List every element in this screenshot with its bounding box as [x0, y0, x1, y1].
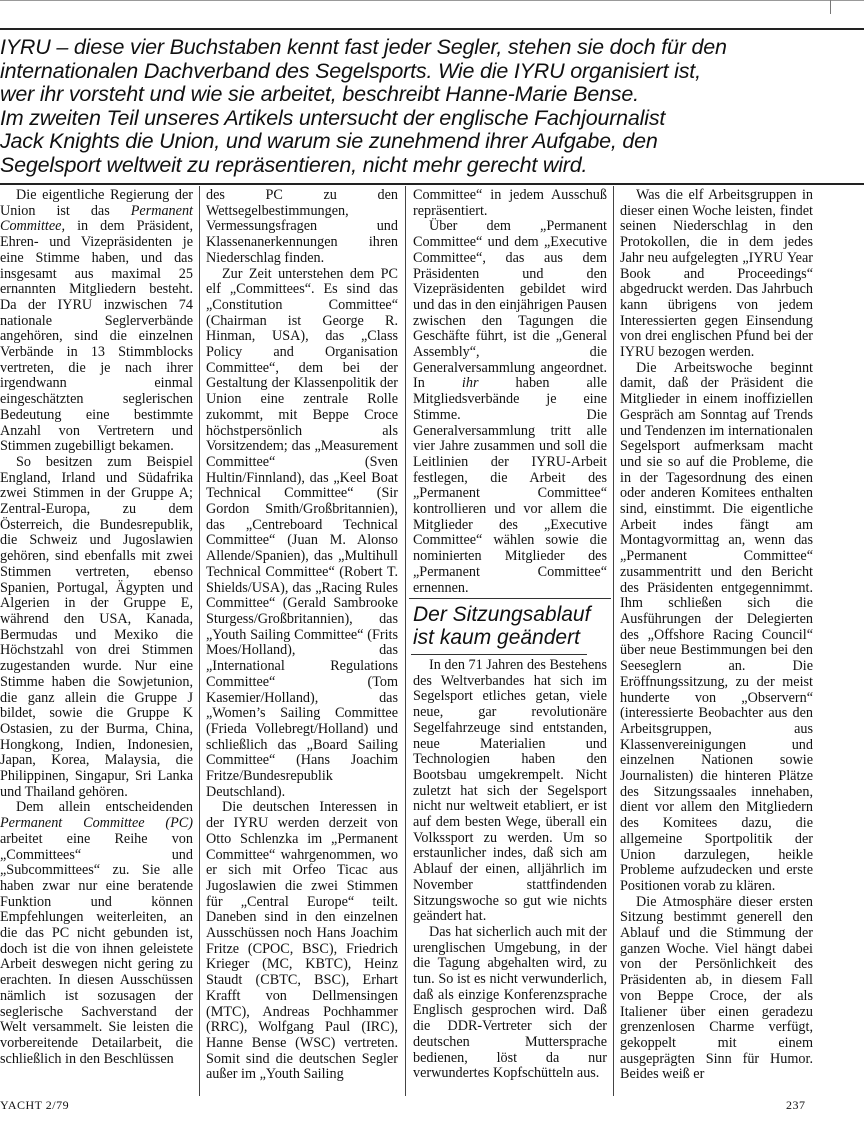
- paragraph: Zur Zeit unterstehen dem PC elf „Committees“. Es sind das „Constitution Committee“ (Chairman ist George R. Hinman, USA), das „Class Policy and Organisation Committee“, dem bei der Gestaltung der Klassenpolitik der Union eine zentrale Rolle zukommt, mit Beppe Croce höchstpersönlich als Vorsitzendem; das „Measurement Committee“ (Sven Hultin/Finnland), das „Keel Boat Technical Committee“ (Sir Gordon Smith/Großbritannien), das „Centreboard Technical Committee“ (Juan M. Alonso Allende/Spanien), das „Multihull Technical Committee“ (Robert T. Shields/USA), das „Racing Rules Committee“ (Gerald Sambrooke Sturgess/Großbritannien), das „Youth Sailing Committee“ (Frits Moes/Holland), das „International Regulations Committee“ (Tom Kasemier/Holland), das „Women’s Sailing Committee (Frieda Vollebregt/Holland) und schließlich das „Board Sailing Committee“ (Hans Joachim Fritze/Bundesrepublik Deutschland).: [206, 265, 398, 800]
- column-3: [413, 188, 607, 596]
- column-divider: [613, 186, 614, 1096]
- column-4: [620, 188, 813, 1083]
- lead-line: Im zweiten Teil unseres Artikels untersucht der englische Fachjournalist: [0, 105, 666, 130]
- subheading-box: [409, 598, 611, 657]
- paragraph: In den 71 Jahren des Bestehens des Weltverbandes hat sich im Segelsport etliches getan, viele neue, gar revolutionäre Segelfahrzeuge sind entstanden, neue Materialien und Technologien haben den Bootsbau umgekrempelt. Nicht zuletzt hat sich der Segelsport nicht nur weltweit etabliert, er ist auf dem besten Wege, überall ein Volkssport zu werden. Um so erstaunlicher indes, daß sich am Ablauf der einen, alljährlich im November stattfindenden Sitzungswoche so gut wie nichts geändert hat.: [413, 657, 607, 925]
- paragraph: Was die elf Arbeitsgruppen in dieser einen Woche leisten, findet seinen Niederschlag in den Protokollen, die in dem jedes Jahr neu aufgelegten „IYRU Year Book and Proceedings“ abgedruckt werden. Das Jahrbuch kann übrigens von jedem Interessierten gegen Einsendung von drei englischen Pfund bei der IYRU bezogen werden.: [620, 187, 813, 361]
- article-lead: [0, 36, 864, 177]
- paragraph: Das hat sicherlich auch mit der urenglischen Umgebung, in der die Tagung abgehalten wird, zu tun. So ist es nicht verwunderlich, daß als einzige Konferenzsprache Englisch gesprochen wird. Daß die DDR-Vertreter sich der deutschen Muttersprache bedienen, löst da nur verwundertes Kopfschütteln aus.: [413, 923, 607, 1082]
- lead-line: Jack Knights die Union, und warum sie zunehmend ihrer Aufgabe, den: [0, 129, 658, 153]
- column-divider: [405, 186, 406, 1096]
- column-2: [206, 188, 398, 1083]
- subheading: Der Sitzungsablauf ist kaum geändert: [413, 603, 591, 649]
- paragraph: Die Atmosphäre dieser ersten Sitzung bestimmt generell den Ablauf und die Stimmung der ganzen Woche. Viel hängt dabei von der Persönlichkeit des Präsidenten ab, in diesem Fall von Beppe Croce, der als Italiener über einen geradezu grenzenlosen Charme verfügt, gekoppelt mit einem ausgeprägten Sinn für Humor. Beides weiß er: [620, 893, 813, 1083]
- top-rule: [0, 0, 864, 1]
- paragraph: Die Arbeitswoche beginnt damit, daß der Präsident die Mitglieder in einem inoffiziellen Gespräch am Sonntag auf Trends und Tendenzen im internationalen Segelsport aufmerksam macht und sie so auf die Probleme, die in der Tagesordnung des einen oder anderen Komitees enthalten sind, einstimmt. Die eigentliche Arbeit indes fängt am Montagvormittag an, wenn das „Permanent Committee“ zusammentritt und den Bericht des Präsidenten entgegennimmt. Ihm schließen sich die Ausführungen der Delegierten des „Offshore Racing Council“ über neue Bestimmungen bei den Seeseglern an. Die Eröffnungssitzung, zu der meist hunderte von „Observern“ (interessierte Beobachter aus den Arbeitsgruppen, aus Klassenvereinigungen und einzelnen Nationen sowie Journalisten) die hinteren Plätze des Sitzungssaales innehaben, dient vor allem den Mitgliedern des Komitees dazu, die allgemeine Sportpolitik der Union darzulegen, heikle Probleme aufzudecken und erste Positionen vorab zu klären.: [620, 359, 813, 894]
- paragraph: Über dem „Permanent Committee“ und dem „Executive Committee“, das aus dem Präsidenten und den Vizepräsidenten gebildet wird und das in den einjährigen Pausen zwischen den Tagungen die Geschäfte führt, ist die „General Assembly“, die Generalversammlung angeordnet. In ihr haben alle Mitgliedsverbände je eine Stimme. Die Generalversammlung tritt alle vier Jahre zusammen und soll die Leitlinien der IYRU-Arbeit festlegen, die Arbeit des „Permanent Committee“ kontrollieren und vor allem die Mitglieder des „Executive Committee“ wählen sowie die nominierten Mitglieder des „Permanent Committee“ ernennen.: [413, 218, 607, 596]
- subheading-rule: [411, 654, 587, 655]
- paragraph: Die deutschen Interessen in der IYRU werden derzeit von Otto Schlenzka im „Permanent Committee“ wahrgenommen, wo er sich mit Orfeo Ticac aus Jugoslawien die zwei Stimmen für „Central Europe“ teilt. Daneben sind in den einzelnen Ausschüssen noch Hans Joachim Fritze (CPOC, BSC), Friedrich Krieger (MC, KBTC), Heinz Staudt (CBTC, BSC), Erhart Krafft von Dellmensingen (MTC), Andreas Pochhammer (RRC), Wolfgang Paul (IRC), Hanne Bense (WSC) vertreten. Somit sind die deutschen Segler außer im „Youth Sailing: [206, 799, 398, 1083]
- lead-line: Segelsport weltweit zu repräsentieren, nicht mehr gerecht wird.: [0, 152, 588, 177]
- lead-line: wer ihr vorsteht und wie sie arbeitet, beschreibt Hanne-Marie Bense.: [0, 82, 639, 106]
- lead-line: IYRU – diese vier Buchstaben kennt fast jeder Segler, stehen sie doch für den: [0, 35, 727, 59]
- top-tick: [830, 0, 831, 14]
- paragraph: des PC zu den Wettsegelbestimmungen, Vermessungsfragen und Klassenanerkennungen ihren Niederschlag finden.: [206, 187, 398, 266]
- column-divider: [199, 186, 200, 1096]
- paragraph: Dem allein entscheidenden Permanent Committee (PC) arbeitet eine Reihe von „Committees“ und „Subcommittees“ zu. Sie alle haben zwar nur eine beratende Funktion und können Empfehlungen weiterleiten, an die das PC nicht gebunden ist, doch ist die von ihnen geleistete Arbeit deswegen nicht gering zu erachten. In diesen Ausschüssen nämlich ist sozusagen der seglerische Sachverstand der Welt versammelt. Sie leisten die vorbereitende Detailarbeit, die schließlich in den Beschlüssen: [0, 799, 193, 1067]
- column-3-continued: [413, 658, 607, 1082]
- magazine-issue: YACHT 2/79: [0, 1098, 70, 1112]
- lead-rule-top: [0, 28, 864, 30]
- lead-rule-bottom: [0, 183, 864, 185]
- paragraph: Committee“ in jedem Ausschuß repräsentiert.: [413, 187, 607, 219]
- lead-line: internationalen Dachverband des Segelsports. Wie die IYRU organisiert ist,: [0, 58, 701, 83]
- paragraph: So besitzen zum Beispiel England, Irland und Südafrika zwei Stimmen in der Gruppe A; Zentral-Europa, zu dem Österreich, die Bundesrepublik, die Schweiz und Jugoslawien gehören, sind ebenfalls mit zwei Stimmen vertreten, ebenso Spanien, Portugal, Ägypten und Algerien in der Gruppe E, während den USA, Kanada, Bermudas und Mexiko die Höchstzahl von drei Stimmen zugestanden wurde. Nur eine Stimme haben die Sowjetunion, die ganz allein die Gruppe J bildet, sowie die Gruppe K Ostasien, zu der Burma, China, Hongkong, Indien, Indonesien, Japan, Korea, Malaysia, die Philippinen, Singapur, Sri Lanka und Thailand gehören.: [0, 453, 193, 800]
- paragraph: Die eigentliche Regierung der Union ist das Permanent Committee, in dem Präsident, Ehren- und Vizepräsidenten je eine Stimme haben, und das insgesamt aus maximal 25 ernannten Mitgliedern besteht. Da der IYRU inzwischen 74 nationale Seglerverbände angehören, sind die einzelnen Verbände in 13 Stimmblocks vertreten, die je nach ihrer irgendwann einmal eingeschätzten seglerischen Bedeutung eine bestimmte Anzahl von Vertretern und Stimmen zugebilligt bekamen.: [0, 187, 193, 455]
- column-1: [0, 188, 193, 1067]
- page-number: 237: [786, 1098, 806, 1112]
